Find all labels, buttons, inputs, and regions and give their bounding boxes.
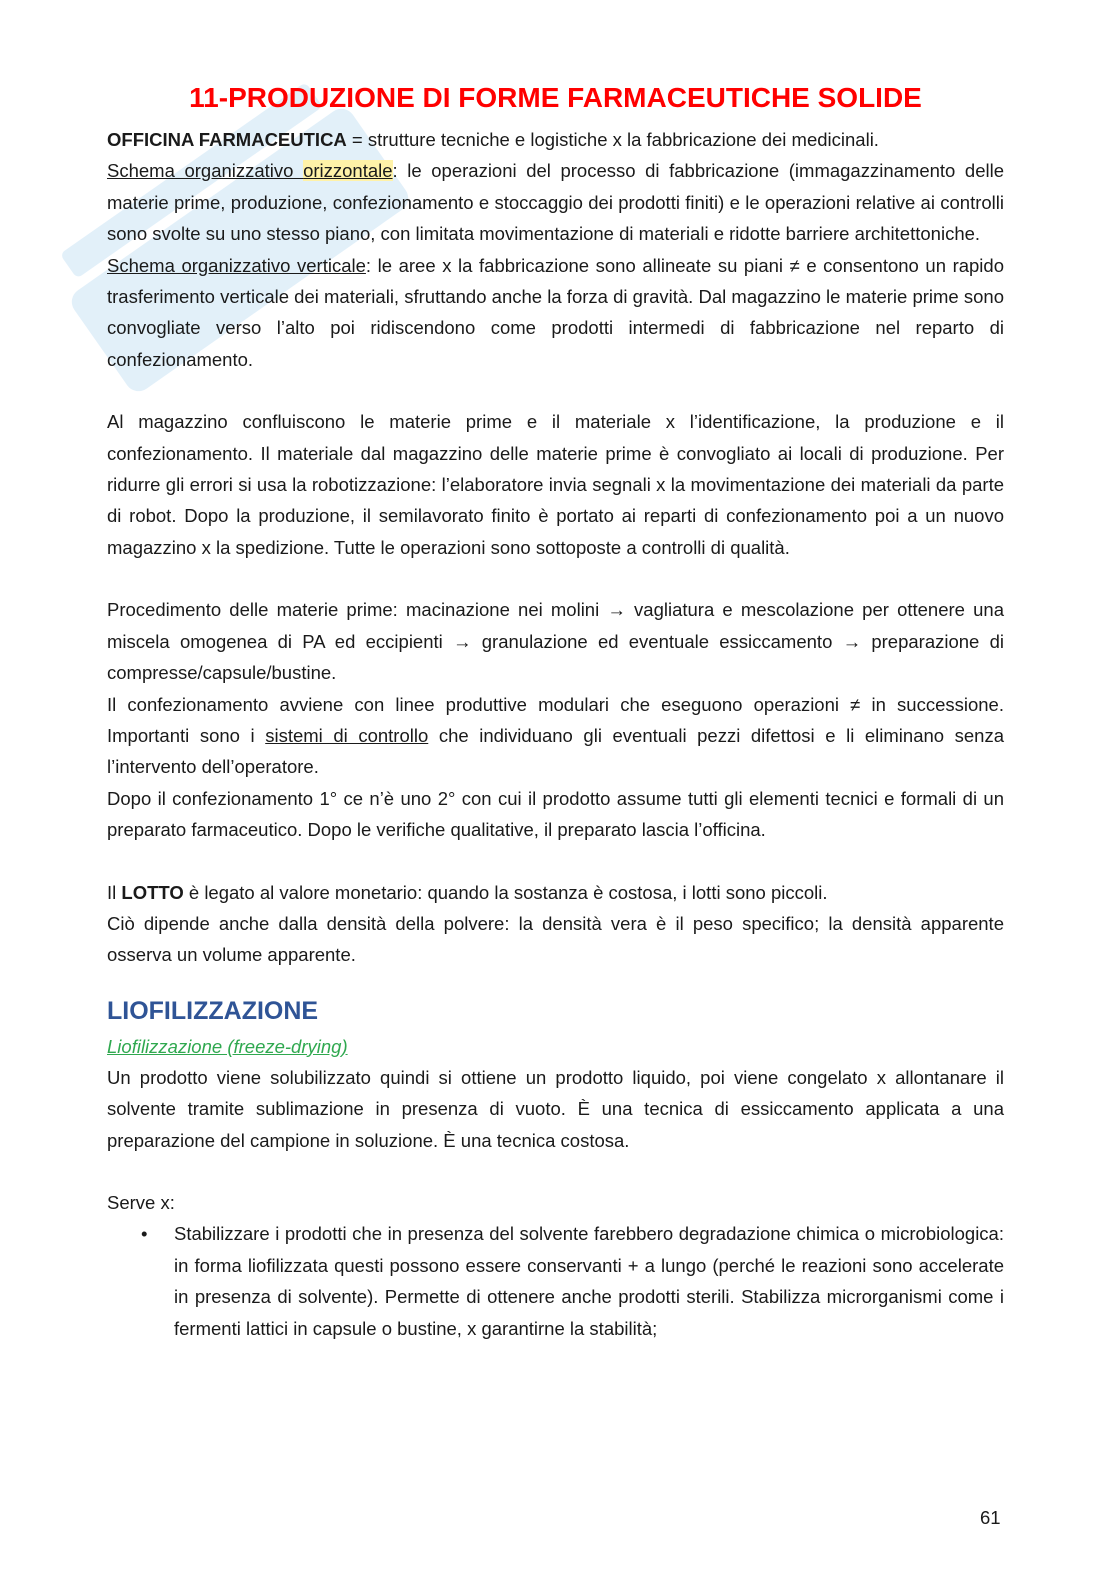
document-page <box>107 78 1004 1344</box>
paragraph-schema-verticale: Schema organizzativo verticale: le aree x la fabbricazione sono allineate su piani ≠ e consentono un rapido trasferimento verticale dei materiali, sfruttando anche la forza di gravità. Dal magazzino le materie prime sono convogliate verso l’alto poi ridiscendono come prodotti intermedi di fabbricazione nel reparto di confezionamento. <box>107 254 1004 370</box>
bullet-list <box>107 1218 1004 1344</box>
paragraph-schema-orizzontale: Schema organizzativo orizzontale: le operazioni del processo di fabbricazione (immagazzinamento delle materie prime, produzione, confezionamento e stoccaggio dei prodotti finiti) e le operazioni relative ai controlli sono svolte su uno stesso piano, con limitata movimentazione di materiali e ridotte barriere architettoniche. <box>107 160 1004 245</box>
paragraph-lotto: Il LOTTO è legato al valore monetario: quando la sostanza è costosa, i lotti sono piccoli. <box>107 881 828 903</box>
section-subheading: Liofilizzazione (freeze-drying) <box>107 1035 348 1057</box>
page-title: 11-PRODUZIONE DI FORME FARMACEUTICHE SOLIDE <box>189 82 922 113</box>
paragraph-serve: Serve x: <box>107 1191 175 1213</box>
term-sistemi-controllo: sistemi di controllo <box>265 724 429 746</box>
paragraph-confezionamento-secondario: Dopo il confezionamento 1° ce n’è uno 2° con cui il prodotto assume tutti gli elementi tecnici e formali di un preparato farmaceutico. Dopo le verifiche qualitative, il preparato lascia l’officina. <box>107 787 1004 841</box>
list-item: • Stabilizzare i prodotti che in presenza del solvente farebbero degradazione chimica o microbiologica: in forma liofilizzata questi possono essere conservanti + a lungo (perché le reazioni sono accelerate in presenza di solvente). Permette di ottenere anche prodotti sterili. Stabilizza microrganismi come i fermenti lattici in capsule o bustine, x garantirne la stabilità; <box>107 1218 1004 1344</box>
paragraph-confezionamento: Il confezionamento avviene con linee produttive modulari che eseguono operazioni ≠ in successione. Importanti sono i sistemi di controllo che individuano gli eventuali pezzi difettosi e li eliminano senza l’intervento dell’operatore. <box>107 693 1005 778</box>
term-officina: OFFICINA FARMACEUTICA <box>107 129 347 150</box>
paragraph-densita: Ciò dipende anche dalla densità della polvere: la densità vera è il peso specifico; la densità apparente osserva un volume apparente. <box>107 912 1004 966</box>
paragraph-liofilizzazione: Un prodotto viene solubilizzato quindi si ottiene un prodotto liquido, poi viene congelato x allontanare il solvente tramite sublimazione in presenza di vuoto. È una tecnica di essiccamento applicata a una preparazione del campione in soluzione. È una tecnica costosa. <box>107 1066 1004 1151</box>
paragraph-procedimento: Procedimento delle materie prime: macinazione nei molini → vagliatura e mescolazione per ottenere una miscela omogenea di PA ed eccipienti → granulazione ed eventuale essiccamento → preparazione di compresse/capsule/bustine. <box>107 599 1004 684</box>
page-number: 61 <box>980 1507 1001 1528</box>
term-schema-verticale: Schema organizzativo verticale <box>107 254 366 276</box>
paragraph-officina: OFFICINA FARMACEUTICA = strutture tecniche e logistiche x la fabbricazione dei medicinali. <box>107 129 879 150</box>
term-lotto: LOTTO <box>121 881 184 903</box>
term-schema-orizzontale: Schema organizzativo orizzontale <box>107 160 393 182</box>
bullet-icon: • <box>141 1223 148 1245</box>
section-heading: LIOFILIZZAZIONE <box>107 996 319 1025</box>
paragraph-magazzino: Al magazzino confluiscono le materie prime e il materiale x l’identificazione, la produzione e il confezionamento. Il materiale dal magazzino delle materie prime è convogliato ai locali di produzione. Per ridurre gli errori si usa la robotizzazione: l’elaboratore invia segnali x la movimentazione dei materiali da parte di robot. Dopo la produzione, il semilavorato finito è portato ai reparti di confezionamento poi a un nuovo magazzino x la spedizione. Tutte le operazioni sono sottoposte a controlli di qualità. <box>107 411 1004 558</box>
